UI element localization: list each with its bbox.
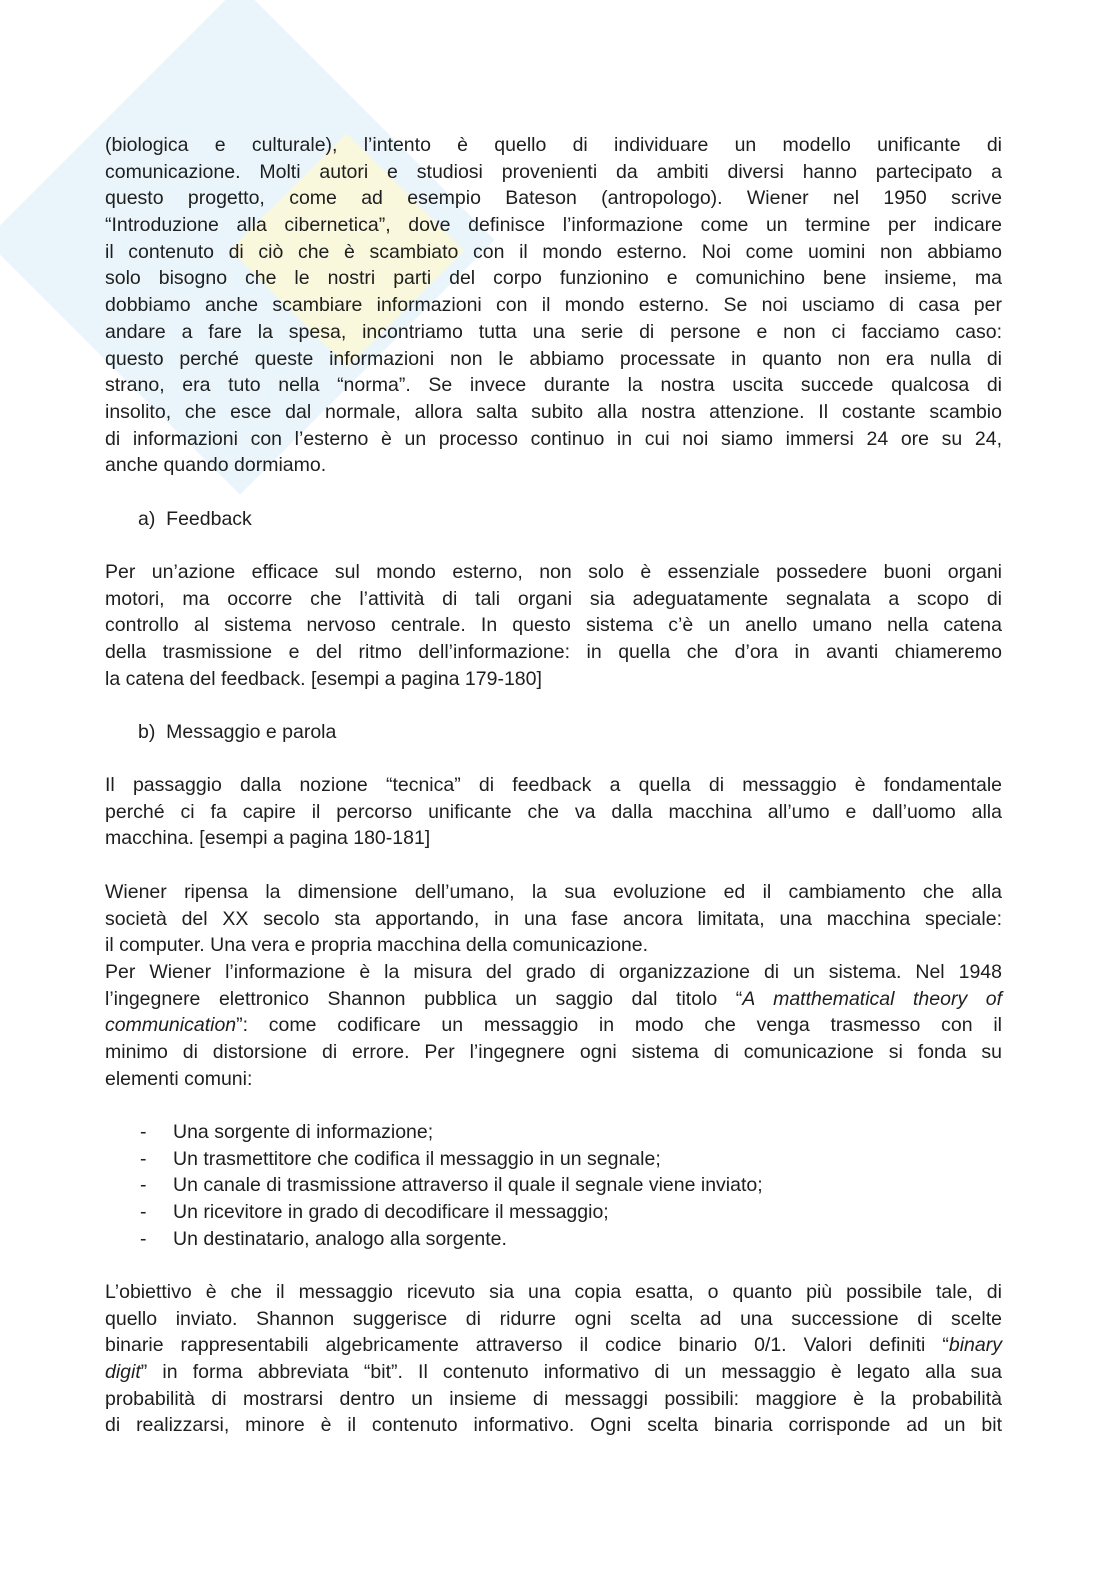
text-line: Il passaggio dalla nozione “tecnica” di feedback a quella di messaggio è fondamentale	[105, 774, 1002, 796]
text-line: L’obiettivo è che il messaggio ricevuto sia una copia esatta, o quanto più possibile tale, di	[105, 1281, 1002, 1303]
text-line: insolito, che esce dal normale, allora salta subito alla nostra attenzione. Il costante scambio	[105, 400, 1002, 423]
list-item	[140, 1119, 763, 1146]
text-segment: ” in forma abbreviata “bit”. Il contenuto informativo di un messaggio è legato alla sua	[140, 1361, 1002, 1384]
communication-elements-list	[140, 1119, 763, 1252]
text-line: di realizzarsi, minore è il contenuto informativo. Ogni scelta binaria corrisponde ad un bit	[105, 1414, 1002, 1437]
text-line: Per Wiener l’informazione è la misura del grado di organizzazione di un sistema. Nel 1948	[105, 961, 1002, 983]
text-line: Per un’azione efficace sul mondo esterno, non solo è essenziale possedere buoni organi	[105, 561, 1002, 583]
text-line: perché ci fa capire il percorso unificante che va dalla macchina all’umo e dall’uomo alla	[105, 800, 1002, 823]
text-line	[105, 1332, 1002, 1359]
dash-bullet: -	[140, 1201, 147, 1224]
paragraph-4	[105, 879, 1002, 959]
text-segment: ”: come codificare un messaggio in modo che venga trasmesso con il	[236, 1014, 1002, 1037]
text-line: minimo di distorsione di errore. Per l’ingegnere ogni sistema di comunicazione si fonda su	[105, 1041, 1002, 1064]
list-item-text: Un ricevitore in grado di decodificare il messaggio;	[173, 1201, 609, 1224]
text-line: probabilità di mostrarsi dentro un insieme di messaggi possibili: maggiore è la probabilità	[105, 1387, 1002, 1410]
text-line: il contenuto di ciò che è scambiato con il mondo esterno. Noi come uomini non abbiamo	[105, 240, 1002, 263]
list-item	[140, 1199, 763, 1226]
paragraph-2	[105, 559, 1002, 692]
italic-text: A matthematical theory of	[742, 987, 1003, 1010]
text-line: andare a fare la spesa, incontriamo tutta una serie di persone e non ci facciamo caso:	[105, 320, 1002, 343]
text-line	[105, 986, 1002, 1013]
text-line: società del XX secolo sta apportando, in una fase ancora limitata, una macchina speciale:	[105, 907, 1002, 930]
text-line: macchina. [esempi a pagina 180-181]	[105, 827, 431, 850]
dash-bullet: -	[140, 1147, 147, 1170]
text-line: questo perché queste informazioni non le abbiamo processate in quanto non era nulla di	[105, 347, 1002, 370]
text-line: questo progetto, come ad esempio Bateson (antropologo). Wiener nel 1950 scrive	[105, 187, 1002, 210]
italic-text: communication	[105, 1014, 237, 1037]
dash-bullet: -	[140, 1174, 147, 1197]
text-segment: binarie rappresentabili algebricamente attraverso il codice binario 0/1. Valori definiti “	[105, 1334, 949, 1357]
text-segment: l’ingegnere elettronico Shannon pubblica un saggio dal titolo “	[105, 987, 743, 1010]
text-line: il computer. Una vera e propria macchina della comunicazione.	[105, 934, 649, 957]
list-item	[140, 1226, 763, 1253]
paragraph-3	[105, 772, 1002, 852]
list-item	[140, 1146, 763, 1173]
text-line: Wiener ripensa la dimensione dell’umano, la sua evoluzione ed il cambiamento che alla	[105, 881, 1002, 903]
text-line: dobbiamo anche scambiare informazioni con il mondo esterno. Se noi usciamo di casa per	[105, 294, 1002, 317]
text-line: di informazioni con l’esterno è un processo continuo in cui noi siamo immersi 24 ore su 24,	[105, 427, 1002, 450]
list-item-text: Un destinatario, analogo alla sorgente.	[173, 1227, 507, 1250]
italic-text: binary	[948, 1334, 1002, 1357]
text-line: motori, ma occorre che l’attività di tali organi sia adeguatamente segnalata a scopo di	[105, 587, 1002, 610]
text-line	[105, 1012, 1002, 1039]
heading-feedback: a) Feedback	[138, 508, 252, 530]
list-item-text: Un canale di trasmissione attraverso il quale il segnale viene inviato;	[173, 1174, 763, 1197]
text-line: quello inviato. Shannon suggerisce di ridurre ogni scelta ad una successione di scelte	[105, 1307, 1002, 1330]
text-line	[105, 1359, 1002, 1386]
text-line: solo bisogno che le nostri parti del corpo funzionino e comunichino bene insieme, ma	[105, 267, 1002, 290]
text-line: elementi comuni:	[105, 1067, 253, 1090]
text-line: strano, era tuto nella “norma”. Se invece durante la nostra uscita succede qualcosa di	[105, 374, 1002, 397]
paragraph-1	[105, 132, 1002, 479]
text-line: controllo al sistema nervoso centrale. In questo sistema c’è un anello umano nella catena	[105, 614, 1002, 637]
dash-bullet: -	[140, 1121, 147, 1143]
heading-messaggio-e-parola: b) Messaggio e parola	[138, 721, 337, 743]
list-item-text: Una sorgente di informazione;	[173, 1121, 434, 1143]
text-line: (biologica e culturale), l’intento è quello di individuare un modello unificante di	[105, 134, 1002, 156]
italic-text: digit	[105, 1361, 141, 1384]
list-item-text: Un trasmettitore che codifica il messaggio in un segnale;	[173, 1147, 661, 1170]
list-item	[140, 1172, 763, 1199]
dash-bullet: -	[140, 1227, 147, 1250]
paragraph-6	[105, 1279, 1002, 1439]
paragraph-5	[105, 959, 1002, 1092]
text-line: comunicazione. Molti autori e studiosi provenienti da ambiti diversi hanno partecipato a	[105, 160, 1002, 183]
text-line: la catena del feedback. [esempi a pagina 179-180]	[105, 667, 542, 690]
text-line: della trasmissione e del ritmo dell’informazione: in quella che d’ora in avanti chiameremo	[105, 641, 1002, 664]
text-line: “Introduzione alla cibernetica”, dove definisce l’informazione come un termine per indicare	[105, 214, 1002, 237]
text-line: anche quando dormiamo.	[105, 454, 327, 477]
